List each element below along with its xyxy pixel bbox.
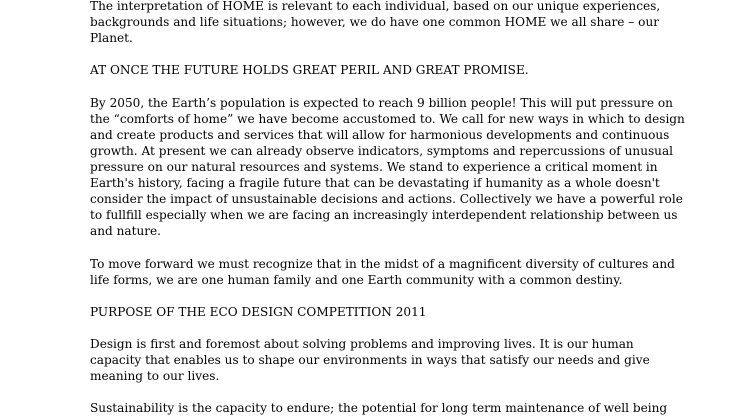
text-line: The interpretation of HOME is relevant to each individual, based on our unique experiences, <box>90 0 661 13</box>
text-line: capacity that enables us to shape our environments in ways that satisfy our needs and give <box>90 353 650 368</box>
text-line: backgrounds and life situations; however, we do have one common HOME we all share – our <box>90 15 660 30</box>
text-line: To move forward we must recognize that in the midst of a magnificent diversity of cultures and <box>90 256 675 271</box>
document-page <box>90 0 740 416</box>
paragraph-spacer <box>90 384 740 400</box>
text-line: Planet. <box>90 31 133 46</box>
paragraph-spacer <box>90 239 740 255</box>
heading-purpose-competition <box>90 304 740 320</box>
section-heading: PURPOSE OF THE ECO DESIGN COMPETITION 2011 <box>90 304 427 319</box>
text-line: the “comforts of home” we have become accustomed to. We call for new ways in which to design <box>90 111 685 126</box>
text-line: consider the impact of unsustainable decisions and actions. Collectively we have a powerful role <box>90 192 683 207</box>
paragraph-move-forward <box>90 256 740 288</box>
text-line: to fullfill especially when we are facing an increasingly interdependent relationship between us <box>90 208 678 223</box>
paragraph-design-purpose <box>90 336 740 384</box>
heading-future-peril-promise <box>90 62 740 78</box>
text-line: Sustainability is the capacity to endure; the potential for long term maintenance of well being <box>90 401 668 416</box>
text-line: Earth's history, facing a fragile future that can be devastating if humanity as a whole doesn't <box>90 176 660 191</box>
text-line: meaning to our lives. <box>90 369 220 384</box>
text-line: Design is first and foremost about solving problems and improving lives. It is our human <box>90 336 634 351</box>
paragraph-spacer <box>90 288 740 304</box>
text-line: By 2050, the Earth’s population is expected to reach 9 billion people! This will put pressure on <box>90 95 673 110</box>
paragraph-spacer <box>90 78 740 94</box>
text-line: life forms, we are one human family and one Earth community with a common destiny. <box>90 272 623 287</box>
text-line: and nature. <box>90 224 162 239</box>
paragraph-home-interpretation <box>90 0 740 46</box>
text-line: growth. At present we can already observe indicators, symptoms and repercussions of unusual <box>90 143 674 158</box>
section-heading: AT ONCE THE FUTURE HOLDS GREAT PERIL AND GREAT PROMISE. <box>90 63 529 78</box>
text-line: pressure on our natural resources and systems. We stand to experience a critical moment in <box>90 159 658 174</box>
paragraph-sustainability <box>90 400 740 416</box>
paragraph-population-2050 <box>90 95 740 240</box>
text-line: and create products and services that will allow for harmonious developments and continuous <box>90 127 670 142</box>
paragraph-spacer <box>90 46 740 62</box>
paragraph-spacer <box>90 320 740 336</box>
